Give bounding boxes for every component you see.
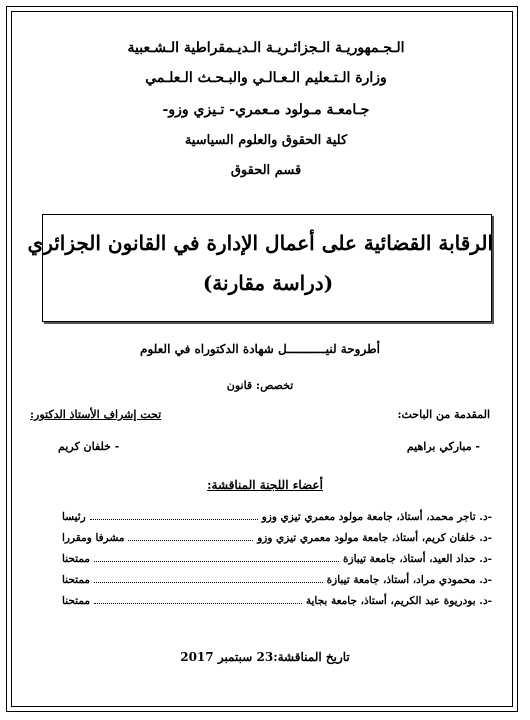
committee-member-row bbox=[62, 568, 492, 586]
department-heading: قسم الحقوق bbox=[230, 163, 302, 178]
committee-role: مشرفا ومقررا bbox=[62, 532, 125, 544]
defense-date: تاريخ المناقشة:23 سبتمبر 2017 bbox=[180, 650, 350, 664]
committee-member: -د. خلفان كريم، أستاذ، جامعة مولود معمري تيزي وزو bbox=[257, 532, 492, 544]
committee-member: -د. محمودي مراد، أستاذ، جامعة تيبازة bbox=[326, 574, 492, 586]
faculty-heading: كلية الحقوق والعلوم السياسية bbox=[184, 133, 348, 148]
republic-heading: الـجـمهوريـة الـجزائـريـة الـديـمقراطية الـشـعبية bbox=[127, 40, 405, 56]
university-heading: جـامعـة مـولود مـعمري- تـيزي وزو- bbox=[162, 102, 370, 118]
presented-by-label: المقدمة من الباحث: bbox=[397, 408, 490, 421]
committee-member-row bbox=[62, 526, 492, 544]
committee-member: -د. تاجر محمد، أستاذ، جامعة مولود معمري تيزي وزو bbox=[261, 511, 492, 523]
title-box bbox=[27, 214, 493, 322]
supervisor-label: تحت إشراف الأستاذ الدكتور: bbox=[30, 408, 162, 421]
committee-role: ممتحنا bbox=[62, 574, 91, 586]
committee-member: -د. بودريوة عبد الكريم، أستاذ، جامعة بجاية bbox=[305, 595, 492, 607]
committee-member-row bbox=[62, 589, 492, 607]
dotted-leader bbox=[94, 560, 339, 562]
committee-member-row bbox=[62, 505, 492, 523]
ministry-heading: وزارة الـتـعليم الـعـالـي والبـحـث الـعلـمي bbox=[145, 70, 387, 86]
thesis-title: الرقابة القضائية على أعمال الإدارة في القانون الجزائري bbox=[27, 231, 493, 255]
committee-member-row bbox=[62, 547, 492, 565]
committee-role: رئيسا bbox=[62, 511, 86, 523]
committee-role: ممتحنا bbox=[62, 595, 91, 607]
dotted-leader bbox=[90, 518, 258, 520]
committee-title: أعضاء اللجنة المناقشة: bbox=[207, 478, 323, 492]
committee-role: ممتحنا bbox=[62, 553, 91, 565]
specialty-label: تخصص: قانون bbox=[226, 379, 294, 392]
dotted-leader bbox=[128, 539, 253, 541]
supervisor-name: - خلفان كريم bbox=[58, 440, 120, 453]
thesis-statement: أطروحة لنيـــــــــــل شهادة الدكتوراه في العلوم bbox=[140, 342, 380, 356]
thesis-subtitle: (دراسة مقارنة) bbox=[202, 271, 334, 295]
dotted-leader bbox=[94, 581, 323, 583]
committee-member: -د. حداد العيد، أستاذ، جامعة تيبازة bbox=[343, 553, 492, 565]
dotted-leader bbox=[94, 602, 302, 604]
researcher-name: - مباركي براهيم bbox=[406, 440, 480, 453]
